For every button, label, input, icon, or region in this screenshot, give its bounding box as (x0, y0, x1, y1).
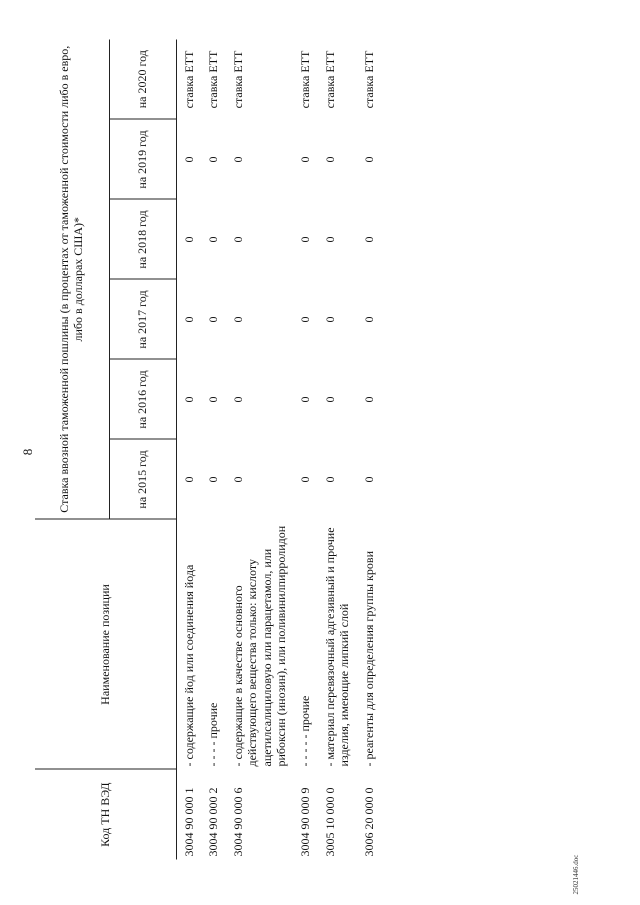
header-name: Наименование позиции (35, 520, 177, 770)
rate-cell: 0 (206, 236, 221, 243)
table-row (201, 39, 225, 859)
header-year: на 2015 год (110, 440, 177, 520)
header-year: на 2016 год (110, 360, 177, 440)
rate-cell: 0 (230, 476, 245, 483)
row-name: - содержащие йод или соединения йода (182, 564, 196, 767)
row-code: 3004 90 000 1 (182, 787, 196, 857)
header-code: Код ТН ВЭД (35, 770, 177, 860)
row-code: 3004 90 000 9 (298, 787, 313, 857)
rate-cell: 0 (298, 236, 313, 243)
rate-cell: 0 (322, 396, 337, 403)
header-year: на 2019 год (110, 120, 177, 200)
table-row (318, 39, 357, 859)
rate-cell: 0 (206, 396, 221, 403)
row-name: - реагенты для определения группы крови (361, 550, 376, 767)
rate-cell: 0 (206, 476, 221, 483)
table-row (226, 39, 294, 859)
header-year: на 2018 год (110, 200, 177, 280)
rate-cell: 0 (230, 316, 245, 323)
rate-cell: 0 (361, 476, 376, 483)
rate-cell: 0 (230, 156, 245, 163)
rate-cell: ставка ЕТТ (182, 50, 196, 109)
rate-cell: 0 (322, 236, 337, 243)
rate-cell: 0 (182, 156, 196, 163)
row-name: - - - - - прочие (298, 695, 313, 767)
rate-cell: 0 (182, 396, 196, 403)
row-name: - содержащие в качестве основного действующего вещества только: кислоту ацетилсалициловую или парацетамол, или рибоксин (инозин), или поливинилпирролидон (230, 525, 288, 767)
row-code: 3006 20 000 0 (361, 787, 376, 857)
header-year: на 2020 год (110, 39, 177, 119)
rate-cell: 0 (182, 236, 196, 243)
rate-cell: 0 (298, 476, 313, 483)
header-year: на 2017 год (110, 280, 177, 360)
header-rate-group: Ставка ввозной таможенной пошлины (в процентах от таможенной стоимости либо в евро, либо в долларах США)* (35, 39, 110, 519)
rate-cell: ставка ЕТТ (322, 50, 337, 109)
rate-cell: 0 (298, 156, 313, 163)
table-row (177, 39, 202, 859)
rate-cell: 0 (361, 156, 376, 163)
rate-cell: 0 (182, 316, 196, 323)
table-row (357, 39, 381, 859)
row-name: - - - - прочие (206, 702, 221, 767)
rate-cell: ставка ЕТТ (206, 50, 221, 109)
rate-cell: 0 (361, 236, 376, 243)
rate-cell: 0 (298, 396, 313, 403)
row-code: 3004 90 000 6 (230, 787, 245, 857)
rate-cell: 0 (230, 236, 245, 243)
row-code: 3005 10 000 0 (322, 787, 337, 857)
rate-cell: 0 (182, 476, 196, 483)
tariff-table (35, 39, 381, 859)
table-row (293, 39, 317, 859)
page-number: 8 (20, 448, 35, 456)
document-filename: 25021446.doc (572, 854, 580, 895)
rate-cell: ставка ЕТТ (361, 50, 376, 109)
row-code: 3004 90 000 2 (206, 787, 221, 857)
rate-cell: 0 (206, 316, 221, 323)
rate-cell: 0 (322, 316, 337, 323)
rate-cell: 0 (361, 316, 376, 323)
rate-cell: 0 (206, 156, 221, 163)
row-name: - материал перевязочный адгезивный и прочие изделия, имеющие липкий слой (322, 527, 352, 767)
rate-cell: ставка ЕТТ (298, 50, 313, 109)
rate-cell: 0 (322, 476, 337, 483)
rate-cell: 0 (230, 396, 245, 403)
rate-cell: ставка ЕТТ (230, 50, 245, 109)
rate-cell: 0 (298, 316, 313, 323)
rate-cell: 0 (322, 156, 337, 163)
rate-cell: 0 (361, 396, 376, 403)
